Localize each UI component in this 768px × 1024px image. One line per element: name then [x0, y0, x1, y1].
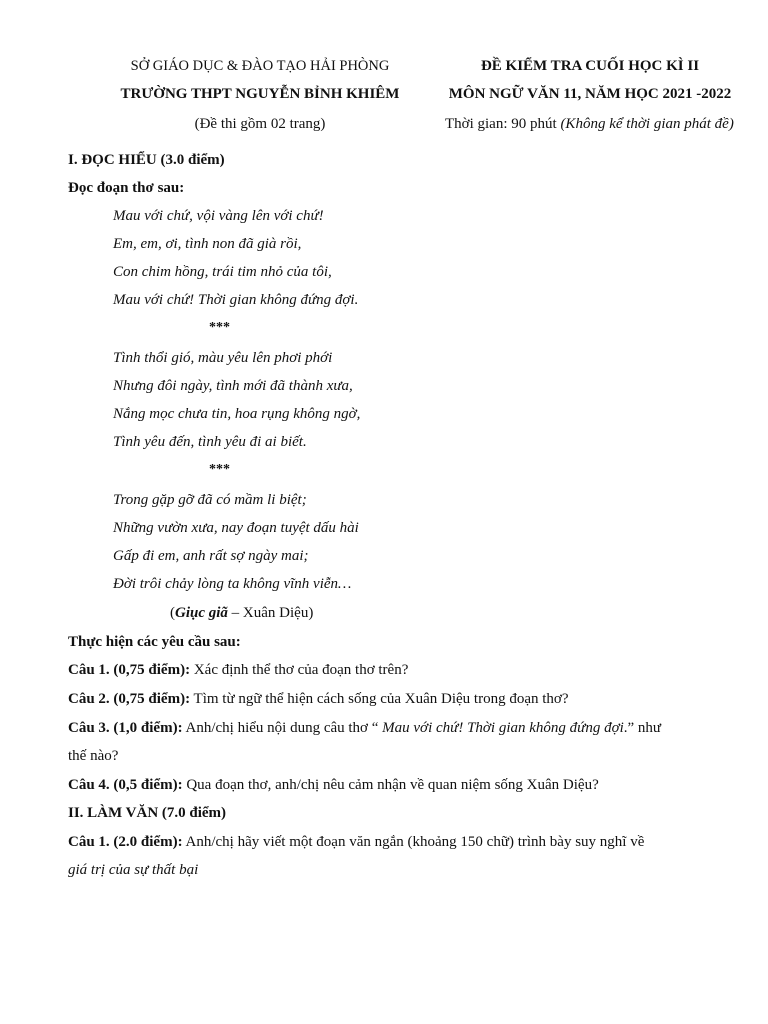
poem-line: Tình yêu đến, tình yêu đi ai biết.	[113, 434, 307, 450]
question-text: Anh/chị hiểu nội dung câu thơ “	[182, 720, 383, 736]
school-name: TRƯỜNG THPT NGUYỄN BỈNH KHIÊM	[120, 86, 400, 102]
poem-title: Giục giã	[175, 605, 228, 621]
department-name: SỞ GIÁO DỤC & ĐÀO TẠO HẢI PHÒNG	[130, 58, 390, 74]
time-note: (Không kể thời gian phát đề)	[560, 116, 734, 132]
question-text: Xác định thể thơ của đoạn thơ trên?	[190, 662, 409, 678]
exam-title: ĐỀ KIỂM TRA CUỐI HỌC KÌ II	[480, 58, 700, 74]
question-label: Câu 4. (0,5 điểm):	[68, 777, 183, 793]
question-text: Qua đoạn thơ, anh/chị nêu cảm nhận về quan niệm sống Xuân Diệu?	[182, 777, 599, 793]
question-label: Câu 3. (1,0 điểm):	[68, 720, 183, 736]
poem-line: Trong gặp gỡ đã có mầm li biệt;	[113, 492, 307, 508]
poem-line: Nắng mọc chưa tin, hoa rụng không ngờ,	[113, 406, 361, 422]
question-text: Anh/chị hãy viết một đoạn văn ngắn (khoảng 150 chữ) trình bày suy nghĩ về	[182, 834, 645, 850]
poem-line: Em, em, ơi, tình non đã già rồi,	[113, 236, 302, 252]
essay-question-1	[68, 834, 644, 851]
question-4	[68, 777, 599, 794]
task-heading: Thực hiện các yêu cầu sau:	[68, 634, 241, 650]
time-label: Thời gian: 90 phút	[445, 116, 557, 132]
subject-line: MÔN NGỮ VĂN 11, NĂM HỌC 2021 -2022	[448, 86, 732, 102]
stanza-separator: ***	[209, 462, 230, 477]
question-text-after: .” như	[623, 720, 662, 736]
poem-line: Mau với chứ! Thời gian không đứng đợi.	[113, 292, 359, 308]
poem-line: Đời trôi chảy lòng ta không vĩnh viễn…	[113, 576, 352, 592]
time-line	[445, 116, 734, 133]
essay-question-1-line2: giá trị của sự thất bại	[68, 862, 199, 878]
question-label: Câu 1. (0,75 điểm):	[68, 662, 191, 678]
section-2-heading: II. LÀM VĂN (7.0 điểm)	[68, 805, 227, 821]
poem-line: Gấp đi em, anh rất sợ ngày mai;	[113, 548, 309, 564]
question-2	[68, 691, 568, 708]
question-text: Tìm từ ngữ thể hiện cách sống của Xuân Diệu trong đoạn thơ?	[190, 691, 569, 707]
poem-line: Nhưng đôi ngày, tình mới đã thành xưa,	[113, 378, 353, 394]
question-quote: Mau với chứ! Thời gian không đứng đợi	[382, 720, 624, 736]
question-label: Câu 1. (2.0 điểm):	[68, 834, 183, 850]
poem-line: Những vườn xưa, nay đoạn tuyệt dấu hài	[113, 520, 359, 536]
question-3	[68, 720, 661, 737]
poem-line: Tình thổi gió, màu yêu lên phơi phới	[113, 350, 333, 366]
poem-source: (Giục giã – Xuân Diệu)	[170, 605, 314, 621]
stanza-separator: ***	[209, 320, 230, 335]
reading-intro: Đọc đoạn thơ sau:	[68, 180, 185, 196]
poem-line: Con chim hồng, trái tim nhỏ của tôi,	[113, 264, 332, 280]
question-1	[68, 662, 408, 679]
section-1-heading: I. ĐỌC HIỂU (3.0 điểm)	[68, 152, 225, 168]
poem-line: Mau với chứ, vội vàng lên với chứ!	[113, 208, 324, 224]
question-3-line2: thế nào?	[68, 748, 119, 764]
question-label: Câu 2. (0,75 điểm):	[68, 691, 191, 707]
pages-note: (Đề thi gồm 02 trang)	[194, 116, 326, 132]
